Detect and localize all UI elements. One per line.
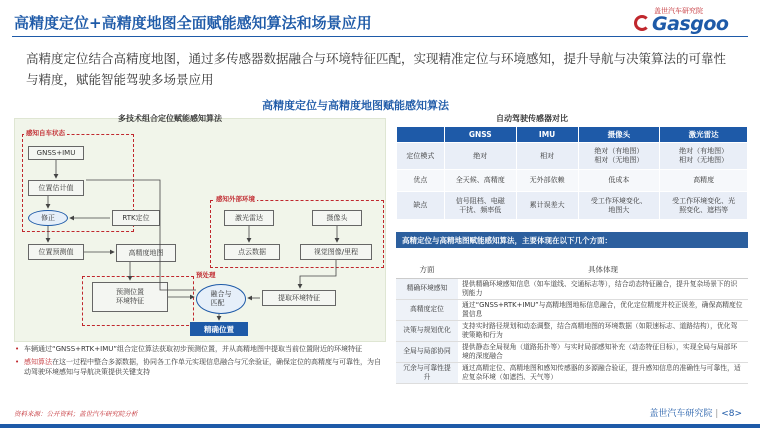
table-row — [397, 143, 748, 170]
lidar-box: 激光雷达 — [224, 210, 274, 226]
table-cell: 通过高精定位、高精地图和感知传感器的多源融合验证，提升感知信息的准确性与可靠性，适应复杂环境（如遮挡、天气等） — [458, 362, 748, 383]
position-estimate-box: 位置估计值 — [28, 180, 84, 196]
bullet-item: • 车辆通过“GNSS+RTK+IMU”组合定位算法获取初步预测位置，并从高精地图中提取当前位置附近的环境特征 — [14, 344, 386, 355]
table-header: 方面 — [396, 262, 458, 278]
table-cell: 绝对（有地图） 相对（无地图） — [578, 143, 660, 170]
aspects-table — [396, 262, 748, 384]
table-cell: 无外部依赖 — [516, 170, 578, 192]
logo-cn-text: 盖世汽车研究院 — [654, 7, 703, 15]
table-cell: 支持实时路径规划和动态调整，结合高精地图的环境数据（如限速标志、道路结构），优化驾驶策略和行为 — [458, 320, 748, 341]
table-cell: 绝对（有地图） 相对（无地图） — [660, 143, 748, 170]
table-header — [397, 127, 445, 143]
table-cell: 高精度 — [660, 170, 748, 192]
table-cell: 精确环境感知 — [396, 278, 458, 299]
preprocess-label: 预处理 — [196, 271, 216, 279]
table-row — [396, 299, 748, 320]
position-predict-box: 位置预测值 — [28, 244, 84, 260]
table-row — [397, 192, 748, 220]
visual-odometry-box: 视觉图像/里程 — [300, 244, 372, 260]
table-header: 激光雷达 — [660, 127, 748, 143]
gnss-imu-box: GNSS+IMU — [28, 146, 84, 160]
table-cell: 全局与局部协同 — [396, 341, 458, 362]
table-cell: 受工作环境变化、 地图大 — [578, 192, 660, 220]
table-cell: 低成本 — [578, 170, 660, 192]
table-cell: 累计误差大 — [516, 192, 578, 220]
source-note: 资料来源：公开资料；盖世汽车研究院分析 — [14, 410, 138, 418]
table-cell: 提供精确环境感知信息（如车道线、交通标志等），结合动态特征融合，提升复杂场景下的识别能力 — [458, 278, 748, 299]
table-row — [396, 278, 748, 299]
table-header: 摄像头 — [578, 127, 660, 143]
intro-paragraph: 高精度定位结合高精度地图，通过多传感器数据融合与环境特征匹配，实现精准定位与环境感知，提升导航与决策算法的可靠性与精度，赋能智能驾驶多场景应用 — [26, 51, 727, 87]
table-cell: 决策与规划优化 — [396, 320, 458, 341]
table-cell: 缺点 — [397, 192, 445, 220]
table-header: GNSS — [444, 127, 516, 143]
table-cell: 受工作环境变化、光 照变化、遮档等 — [660, 192, 748, 220]
camera-box: 摄像头 — [312, 210, 362, 226]
table-cell: 提供静态全局视角（道路拓扑等）与实时局部感知补充（动态特征目标），实现全局与局部环境的深度融合 — [458, 341, 748, 362]
table-row — [396, 320, 748, 341]
section-title: 高精度定位与高精度地图赋能感知算法 — [262, 99, 449, 112]
group-self-state-label: 感知自车状态 — [26, 129, 65, 137]
predicted-features-box: 预测位置 环境特征 — [92, 282, 168, 312]
table-cell: 信号阻档、电磁 干扰、频率低 — [444, 192, 516, 220]
bullet-list — [14, 344, 386, 380]
footer-brand: 盖世汽车研究院 | <8> — [649, 409, 742, 419]
diagram-title: 多技术组合定位赋能感知算法 — [118, 114, 222, 123]
footer-bar — [0, 424, 760, 428]
rtk-box: RTK定位 — [112, 210, 160, 226]
table-row — [397, 170, 748, 192]
hd-map-box: 高精度地图 — [116, 244, 176, 262]
table-cell: 相对 — [516, 143, 578, 170]
correction-node: 修正 — [28, 210, 68, 226]
footer-brand-name: 盖世汽车研究院 — [649, 409, 713, 419]
page-number: <8> — [721, 409, 742, 419]
table-header: 具体体现 — [458, 262, 748, 278]
table-cell: 通过“GNSS+RTK+IMU”与高精地图地标信息融合，优化定位精度并校正误差，确保高精度位置信息 — [458, 299, 748, 320]
fusion-matching-node: 融合与 匹配 — [196, 284, 246, 314]
group-external-env-label: 感知外部环境 — [216, 195, 255, 203]
table-row — [396, 341, 748, 362]
point-cloud-box: 点云数据 — [224, 244, 280, 260]
table-cell: 全天候、高精度 — [444, 170, 516, 192]
table-cell: 优点 — [397, 170, 445, 192]
sensor-table-title: 自动驾驶传感器对比 — [496, 114, 568, 123]
table-cell: 高精度定位 — [396, 299, 458, 320]
bullet-item: • 感知算法在这一过程中整合多源数据，协同各工作单元实现信息融合与冗余验证，确保定位的高精度与可靠性，为自动驾驶环境感知与导航决策提供关键支持 — [14, 357, 386, 378]
table-cell: 绝对 — [444, 143, 516, 170]
page-title: 高精度定位+高精度地图全面赋能感知算法和场景应用 — [14, 14, 372, 32]
table-row — [396, 362, 748, 383]
aspects-banner: 高精定位与高精地图赋能感知算法，主要体现在以下几个方面： — [396, 232, 748, 248]
table-header: IMU — [516, 127, 578, 143]
table-cell: 冗余与可靠性提升 — [396, 362, 458, 383]
table-cell: 定位模式 — [397, 143, 445, 170]
sensor-comparison-table — [396, 126, 748, 220]
logo-en-text: Gasgoo — [652, 13, 729, 35]
extract-features-box: 提取环境特征 — [262, 290, 336, 306]
precise-position-box: 精确位置 — [190, 322, 248, 336]
